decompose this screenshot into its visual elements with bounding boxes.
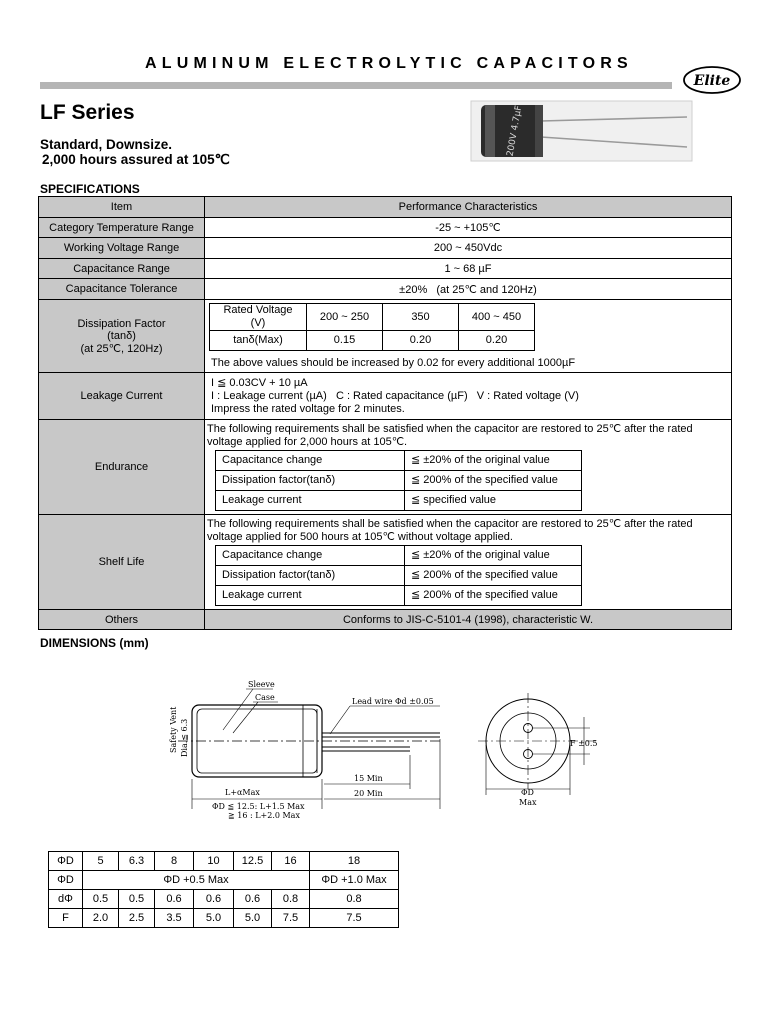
- dim-row-label: ΦD: [49, 871, 83, 890]
- dim-cell: ΦD +0.5 Max: [83, 871, 310, 890]
- vent-dia-note: Dia.≦ 6.3: [180, 718, 189, 757]
- dim-cell: 3.5: [155, 909, 194, 928]
- shelf-text-line1: The following requirements shall be satisfied when the capacitor are restored to 25℃ after the rated: [207, 518, 693, 530]
- spec-label-temperature: Category Temperature Range: [39, 218, 205, 238]
- endurance-text-line2: voltage applied for 2,000 hours at 105℃.: [207, 436, 408, 448]
- dim-cell: 0.6: [194, 890, 234, 909]
- dim-cell: 0.6: [234, 890, 272, 909]
- df-note: The above values should be increased by 0.02 for every additional 1000µF: [211, 357, 576, 369]
- requirement-value: ≦ ±20% of the original value: [405, 546, 582, 566]
- spec-value-endurance: [205, 420, 732, 515]
- dim-cell: ΦD +1.0 Max: [310, 871, 399, 890]
- series-title: LF Series: [40, 101, 135, 124]
- requirement-value: ≦ 200% of the specified value: [405, 471, 582, 491]
- pitch-label: F ±0.5: [570, 739, 598, 748]
- spec-label-dissipation: [39, 300, 205, 373]
- df-header-cell: Rated Voltage (V): [210, 304, 307, 331]
- leakage-legend: I : Leakage current (µA) C : Rated capacitance (µF) V : Rated voltage (V): [211, 389, 579, 402]
- dim-cell: 0.8: [272, 890, 310, 909]
- length-label: L+αMax: [225, 788, 260, 797]
- dim-cell: 16: [272, 852, 310, 871]
- df-value-cell: 0.20: [383, 331, 459, 351]
- requirement-name: Dissipation factor(tanδ): [216, 566, 405, 586]
- specifications-heading: SPECIFICATIONS: [40, 182, 140, 196]
- df-label-line3: (at 25℃, 120Hz): [80, 342, 163, 355]
- dim-cell: 5.0: [194, 909, 234, 928]
- requirement-name: Dissipation factor(tanδ): [216, 471, 405, 491]
- dim-cell: 0.5: [83, 890, 119, 909]
- shelf-requirements-table: [215, 545, 582, 606]
- requirement-name: Leakage current: [216, 491, 405, 511]
- requirement-value: ≦ 200% of the specified value: [405, 566, 582, 586]
- requirement-value: ≦ ±20% of the original value: [405, 451, 582, 471]
- dim-row-label: dΦ: [49, 890, 83, 909]
- case-label: Case: [255, 693, 275, 702]
- dimensions-heading: DIMENSIONS (mm): [40, 636, 149, 650]
- capacitor-photo: [471, 101, 692, 161]
- endurance-requirements-table: [215, 450, 582, 511]
- lead-20-min-label: 20 Min: [354, 789, 383, 798]
- dim-cell: 7.5: [310, 909, 399, 928]
- logo-text: Elite: [693, 73, 731, 89]
- df-header-cell: 200 ~ 250: [307, 304, 383, 331]
- lead-15-min-label: 15 Min: [354, 774, 383, 783]
- spec-label-voltage: Working Voltage Range: [39, 238, 205, 259]
- dim-cell: 12.5: [234, 852, 272, 871]
- dim-cell: 2.0: [83, 909, 119, 928]
- spec-value-others: Conforms to JIS-C-5101-4 (1998), characteristic W.: [205, 610, 732, 630]
- dim-cell: 0.6: [155, 890, 194, 909]
- spec-performance-header: Performance Characteristics: [205, 197, 732, 218]
- dim-cell: 0.5: [119, 890, 155, 909]
- spec-label-shelf-life: Shelf Life: [39, 515, 205, 610]
- spec-label-tolerance: Capacitance Tolerance: [39, 279, 205, 300]
- sleeve-label: Sleeve: [248, 680, 275, 689]
- spec-value-leakage: [205, 373, 732, 420]
- alpha-note-line2: ≧ 16 : L+2.0 Max: [228, 811, 300, 820]
- spec-value-dissipation: [205, 300, 732, 373]
- dimensions-table: [48, 851, 399, 928]
- spec-value-shelf-life: [205, 515, 732, 610]
- requirement-name: Capacitance change: [216, 451, 405, 471]
- dim-row-label: F: [49, 909, 83, 928]
- dim-cell: 5.0: [234, 909, 272, 928]
- dim-cell: 6.3: [119, 852, 155, 871]
- endurance-text-line1: The following requirements shall be satisfied when the capacitor are restored to 25℃ after the rated: [207, 423, 693, 435]
- spec-item-header: Item: [39, 197, 205, 218]
- dim-cell: 5: [83, 852, 119, 871]
- spec-label-leakage: Leakage Current: [39, 373, 205, 420]
- dim-cell: 0.8: [310, 890, 399, 909]
- document-title: ALUMINUM ELECTROLYTIC CAPACITORS: [145, 55, 633, 72]
- dissipation-factor-table: [209, 303, 535, 351]
- safety-vent-label: Safety Vent: [169, 706, 178, 753]
- series-subtitle: Standard, Downsize.: [40, 137, 173, 152]
- df-label-line2: (tanδ): [107, 329, 136, 342]
- alpha-note-line1: ΦD ≦ 12.5: L+1.5 Max: [212, 802, 305, 811]
- df-value-cell: 0.20: [459, 331, 535, 351]
- dim-cell: 10: [194, 852, 234, 871]
- series-life-rating: 2,000 hours assured at 105℃: [42, 152, 230, 167]
- spec-label-endurance: Endurance: [39, 420, 205, 515]
- spec-label-others: Others: [39, 610, 205, 630]
- requirement-value: ≦ 200% of the specified value: [405, 586, 582, 606]
- df-value-cell: 0.15: [307, 331, 383, 351]
- dim-cell: 18: [310, 852, 399, 871]
- spec-value-tolerance: ±20% (at 25℃ and 120Hz): [205, 279, 732, 300]
- df-label-line1: Dissipation Factor: [77, 317, 166, 330]
- specifications-table: [38, 196, 732, 630]
- df-value-cell: tanδ(Max): [210, 331, 307, 351]
- requirement-name: Capacitance change: [216, 546, 405, 566]
- spec-value-voltage: 200 ~ 450Vdc: [205, 238, 732, 259]
- elite-logo: [682, 64, 742, 96]
- leakage-formula: I ≦ 0.03CV + 10 µA: [211, 376, 308, 389]
- leakage-condition: Impress the rated voltage for 2 minutes.: [211, 402, 405, 415]
- spec-value-temperature: -25 ~ +105℃: [205, 218, 732, 238]
- end-view-dia-label: ΦD: [521, 788, 534, 797]
- dim-cell: 8: [155, 852, 194, 871]
- capacitor-marking: 200V 4.7µF: [505, 104, 525, 158]
- dim-cell: 2.5: [119, 909, 155, 928]
- shelf-text-line2: voltage applied for 500 hours at 105℃ without voltage applied.: [207, 531, 513, 543]
- title-rule: [40, 82, 672, 89]
- spec-label-capacitance: Capacitance Range: [39, 259, 205, 279]
- dimension-drawing: [169, 675, 628, 825]
- dim-cell: 7.5: [272, 909, 310, 928]
- lead-wire-label: Lead wire Φd ±0.05: [352, 697, 434, 706]
- spec-value-capacitance: 1 ~ 68 µF: [205, 259, 732, 279]
- requirement-value: ≦ specified value: [405, 491, 582, 511]
- end-view-max-label: Max: [519, 798, 537, 807]
- dim-row-label: ΦD: [49, 852, 83, 871]
- df-header-cell: 400 ~ 450: [459, 304, 535, 331]
- requirement-name: Leakage current: [216, 586, 405, 606]
- df-header-cell: 350: [383, 304, 459, 331]
